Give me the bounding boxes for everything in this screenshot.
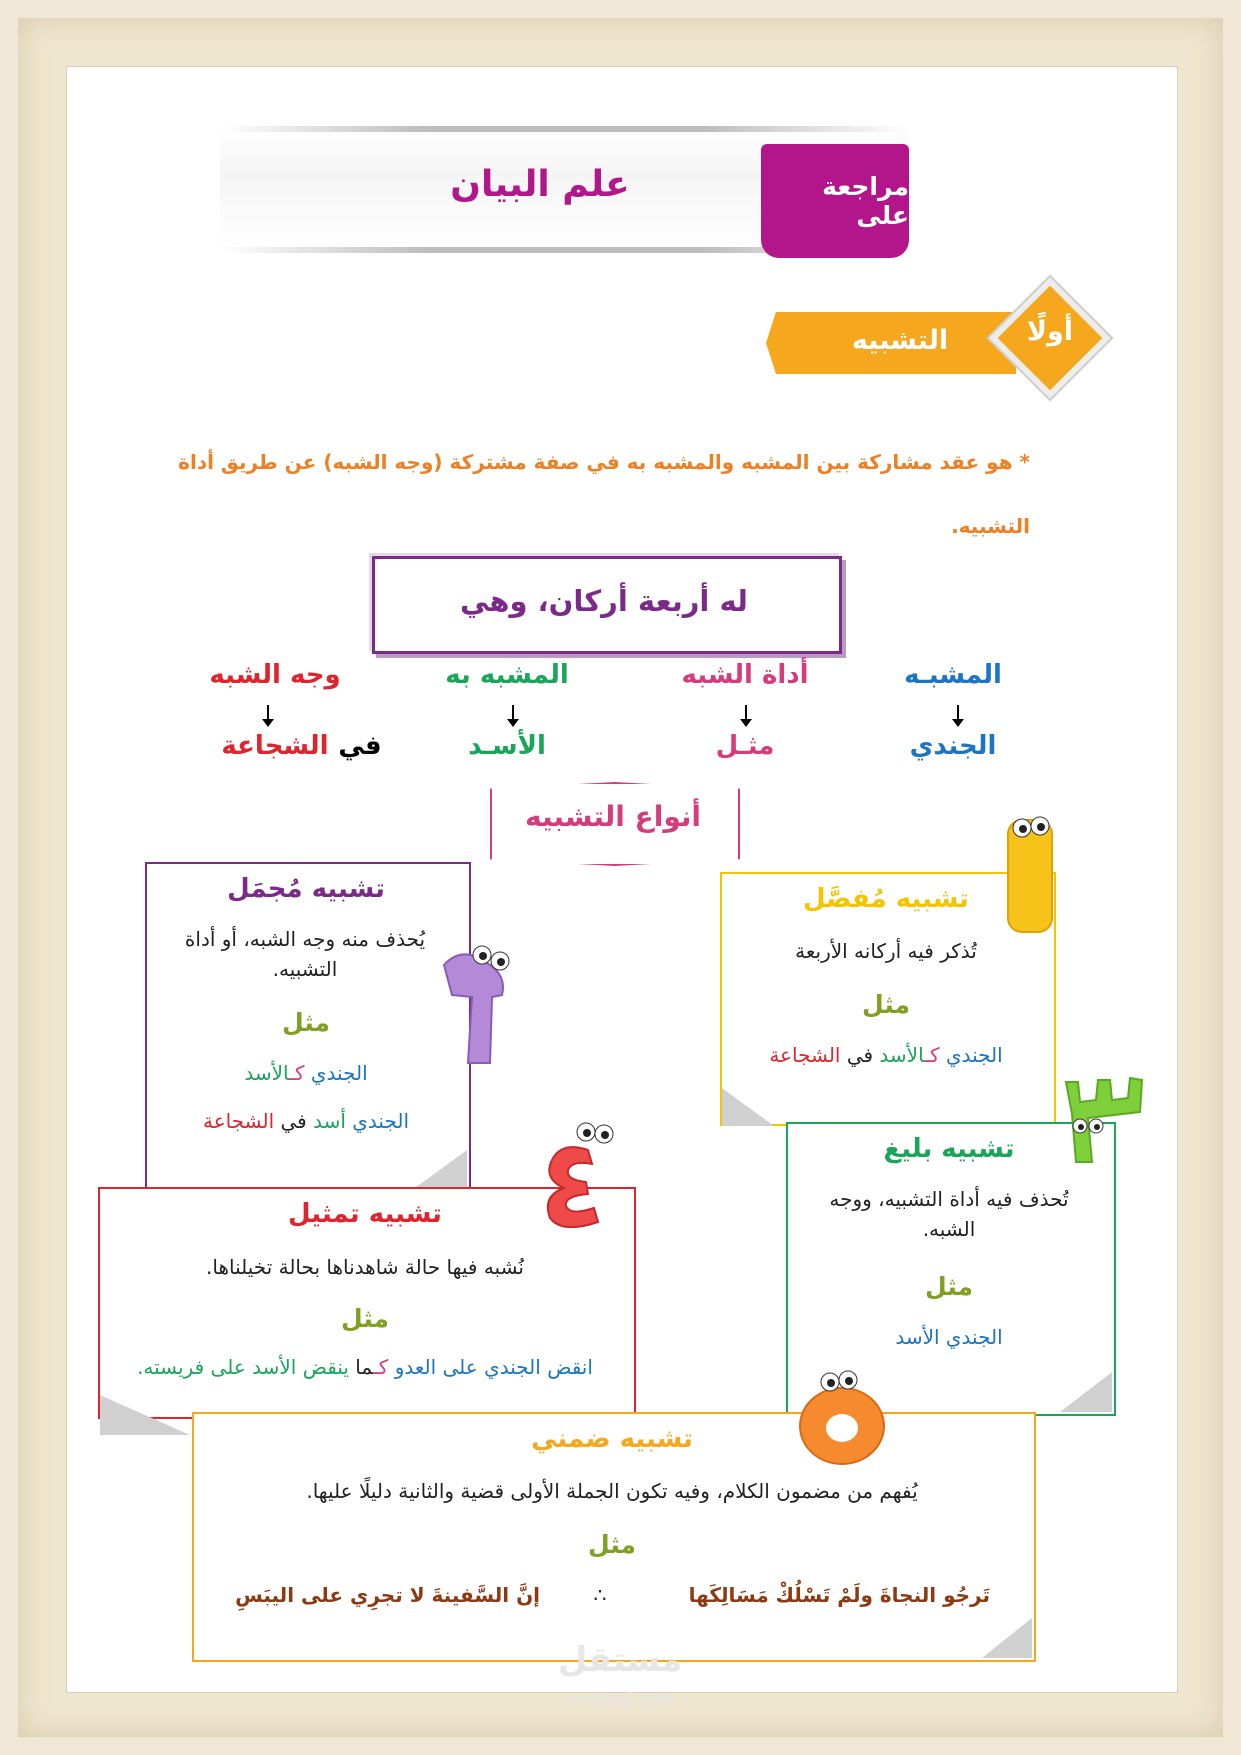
card-tamthil-body: نُشبه فيها حالة شاهدناها بحالة تخيلناها. <box>206 1255 524 1279</box>
card-tamthil-example-label: مثل <box>341 1304 389 1333</box>
card-baligh-example-label: مثل <box>925 1272 973 1301</box>
section-label: التشبيه <box>851 325 949 356</box>
card-dimni-fold <box>982 1618 1032 1658</box>
card-tamthil-example <box>98 1352 632 1382</box>
card-mujmal-example-2 <box>145 1106 467 1136</box>
section-number: أولًا <box>1026 316 1074 347</box>
red-number-four-illustration <box>528 1110 618 1240</box>
card-baligh-title: تشبيه بليغ <box>883 1134 1015 1164</box>
pillar-label-wajh: وجه الشبه <box>209 660 341 690</box>
yellow-number-one-illustration <box>990 800 1070 940</box>
arrow-down-icon <box>957 705 959 721</box>
ex-mushabbah-bih: أسد <box>313 1109 346 1133</box>
pillar-connector: في <box>338 731 382 761</box>
watermark-logo: مستقل <box>557 1640 683 1680</box>
card-mufassal-example-label: مثل <box>862 990 910 1019</box>
ex-wajh: الشجاعة <box>202 1109 275 1133</box>
card-mujmal-body: يُحذف منه وجه الشبه، أو أداة التشبيه. <box>184 927 426 981</box>
ex-part-1: انقض الجندي على العدو <box>394 1355 593 1379</box>
pillar-label-adat: أداة الشبه <box>681 660 809 690</box>
card-baligh-fold <box>1060 1372 1112 1412</box>
verse-second-hemistich: إنَّ السَّفينةَ لا تجرِي على اليبَسِ <box>235 1583 540 1607</box>
card-mufassal-body: تُذكر فيه أركانه الأربعة <box>795 939 977 963</box>
card-dimni-title: تشبيه ضمني <box>531 1424 693 1454</box>
review-tab-label: مراجعة على <box>822 172 909 230</box>
definition-text: * هو عقد مشاركة بين المشبه والمشبه به في صفة مشتركة (وجه الشبه) عن طريق أداة التشبيه. <box>178 450 1030 538</box>
green-number-three-illustration <box>1058 1062 1148 1172</box>
pillar-example-wajh: الشجاعة <box>221 731 329 761</box>
ex-mushabbah-bih: الأسد <box>244 1061 290 1085</box>
card-mujmal-example-label: مثل <box>282 1008 330 1037</box>
card-tamthil-title: تشبيه تمثيل <box>288 1199 442 1229</box>
arrow-down-icon <box>512 705 514 721</box>
orange-number-five-illustration <box>792 1362 892 1472</box>
card-mujmal-example-1 <box>145 1058 467 1088</box>
card-mufassal-example <box>720 1040 1052 1070</box>
arrow-down-icon <box>745 705 747 721</box>
ex-connector: ما <box>355 1355 373 1379</box>
ex-wajh: الشجاعة <box>769 1043 841 1067</box>
ex-adat: كـ <box>372 1355 389 1379</box>
verse-separator: ∴ <box>593 1583 607 1607</box>
card-mufassal-fold <box>722 1088 774 1126</box>
pillar-example-adat: مثـل <box>715 731 775 761</box>
ex-mushabbah: الجندي <box>352 1109 410 1133</box>
header-ribbon-top-line <box>220 126 910 132</box>
ex-part-2: ينقض الأسد على فريسته. <box>137 1355 349 1379</box>
card-dimni-body: يُفهم من مضمون الكلام، وفيه تكون الجملة الأولى قضية والثانية دليلًا عليها. <box>306 1479 918 1503</box>
card-tamthil-fold <box>100 1395 190 1435</box>
verse-first-hemistich: تَرجُو النجاةَ ولَمْ تَسْلُكْ مَسَالِكَها <box>688 1583 990 1607</box>
types-heading: أنواع التشبيه <box>524 800 701 833</box>
ex-mushabbah-bih: الأسد <box>879 1043 925 1067</box>
card-baligh-body: تُحذف فيه أداة التشبيه، ووجه الشبه. <box>829 1187 1069 1241</box>
pillar-label-mushabbah: المشبـه <box>904 660 1002 690</box>
page-title: علم البيان <box>450 164 630 205</box>
card-mujmal-fold <box>415 1150 467 1188</box>
review-tab <box>761 144 909 258</box>
ex-adat: كـ <box>924 1043 940 1067</box>
pillar-label-mushabbah-bih: المشبه به <box>445 660 569 690</box>
ex-mushabbah: الجندي <box>945 1043 1003 1067</box>
purple-number-two-illustration <box>432 935 522 1075</box>
ex-connector: في <box>280 1109 307 1133</box>
card-baligh-example: الجندي الأسد <box>895 1325 1003 1349</box>
card-dimni-example-label: مثل <box>588 1530 636 1559</box>
pillar-example-mushabbah: الجندي <box>909 731 997 761</box>
card-mujmal-title: تشبيه مُجمَل <box>227 874 385 904</box>
card-mufassal-title: تشبيه مُفصَّل <box>803 884 969 914</box>
pillar-example-mushabbah-bih: الأسـد <box>468 731 546 761</box>
ex-mushabbah: الجندي <box>310 1061 368 1085</box>
ex-connector: في <box>846 1043 874 1067</box>
ex-adat: كـ <box>289 1061 305 1085</box>
pillars-heading: له أربعة أركان، وهي <box>460 584 748 618</box>
arrow-down-icon <box>267 705 269 721</box>
watermark-domain: mostaql.com <box>564 1690 676 1710</box>
